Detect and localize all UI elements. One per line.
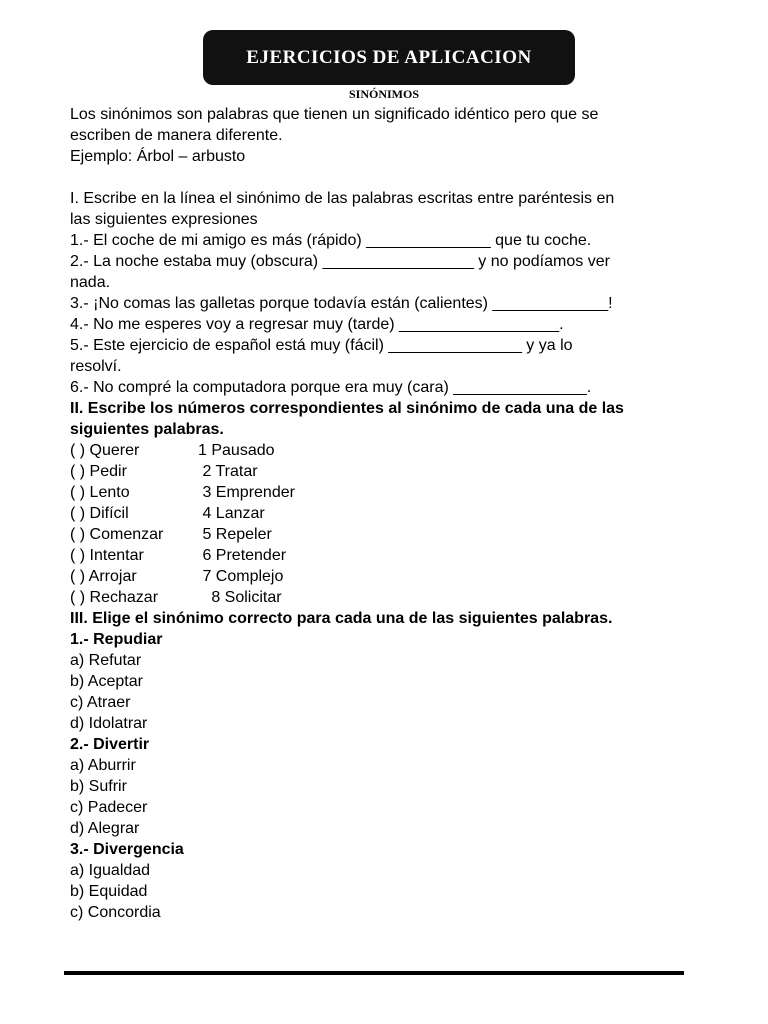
match-word: ( ) Arrojar	[70, 568, 137, 585]
section1-instruction-cont: las siguientes expresiones	[70, 211, 258, 228]
match-row	[70, 503, 710, 524]
match-word: ( ) Querer	[70, 442, 140, 459]
section2-instruction-cont: siguientes palabras.	[70, 421, 224, 438]
title-banner	[203, 30, 575, 85]
question-option: b) Aceptar	[70, 673, 143, 690]
question-option: c) Concordia	[70, 904, 161, 921]
match-row	[70, 461, 710, 482]
match-synonym: 2 Tratar	[198, 463, 258, 480]
match-word: ( ) Intentar	[70, 547, 144, 564]
question-option: c) Padecer	[70, 799, 148, 816]
match-word: ( ) Lento	[70, 484, 130, 501]
match-row	[70, 440, 710, 461]
match-synonym: 3 Emprender	[198, 484, 295, 501]
section3-instruction: III. Elige el sinónimo correcto para cada una de las siguientes palabras.	[70, 610, 613, 627]
page-title: EJERCICIOS DE APLICACION	[246, 46, 532, 68]
match-synonym: 1 Pausado	[198, 442, 275, 459]
question-option: b) Sufrir	[70, 778, 127, 795]
intro-line-2: escriben de manera diferente.	[70, 127, 283, 144]
question-option: d) Idolatrar	[70, 715, 148, 732]
intro-example: Ejemplo: Árbol – arbusto	[70, 148, 246, 165]
match-word: ( ) Rechazar	[70, 589, 159, 606]
worksheet-content	[70, 104, 710, 923]
section1-instruction: I. Escribe en la línea el sinónimo de las palabras escritas entre paréntesis en	[70, 190, 615, 207]
subtitle: SINÓNIMOS	[348, 87, 419, 101]
question-option: a) Igualdad	[70, 862, 151, 879]
match-word: ( ) Comenzar	[70, 526, 164, 543]
spacer	[70, 167, 710, 188]
match-word: ( ) Difícil	[70, 505, 129, 522]
match-synonym: 7 Complejo	[198, 568, 284, 585]
question-option: b) Equidad	[70, 883, 148, 900]
question-title: 2.- Divertir	[70, 736, 150, 753]
match-word: ( ) Pedir	[70, 463, 127, 480]
match-synonym: 4 Lanzar	[198, 505, 265, 522]
question-option: a) Refutar	[70, 652, 142, 669]
section1-item: 5.- Este ejercicio de español está muy (fácil) _______________ y ya lo	[70, 337, 573, 354]
match-synonym: 5 Repeler	[198, 526, 272, 543]
section1-item: resolví.	[70, 358, 122, 375]
match-synonym: 6 Pretender	[198, 547, 287, 564]
section1-item: 2.- La noche estaba muy (obscura) _________________ y no podíamos ver	[70, 253, 610, 270]
question-option: a) Aburrir	[70, 757, 136, 774]
match-row	[70, 587, 710, 608]
section1-item: 4.- No me esperes voy a regresar muy (tarde) __________________.	[70, 316, 564, 333]
section1-item: 1.- El coche de mi amigo es más (rápido) ______________ que tu coche.	[70, 232, 592, 249]
section1-item: nada.	[70, 274, 111, 291]
question-title: 3.- Divergencia	[70, 841, 184, 858]
question-title: 1.- Repudiar	[70, 631, 163, 648]
section1-item: 6.- No compré la computadora porque era muy (cara) _______________.	[70, 379, 592, 396]
match-row	[70, 545, 710, 566]
bottom-divider	[64, 971, 684, 975]
match-row	[70, 482, 710, 503]
section1-item: 3.- ¡No comas las galletas porque todavía están (calientes) _____________!	[70, 295, 613, 312]
question-option: c) Atraer	[70, 694, 131, 711]
match-synonym: 8 Solicitar	[198, 589, 282, 606]
intro-line-1: Los sinónimos son palabras que tienen un significado idéntico pero que se	[70, 106, 599, 123]
match-row	[70, 566, 710, 587]
match-row	[70, 524, 710, 545]
section2-instruction: II. Escribe los números correspondientes al sinónimo de cada una de las	[70, 400, 624, 417]
question-option: d) Alegrar	[70, 820, 140, 837]
